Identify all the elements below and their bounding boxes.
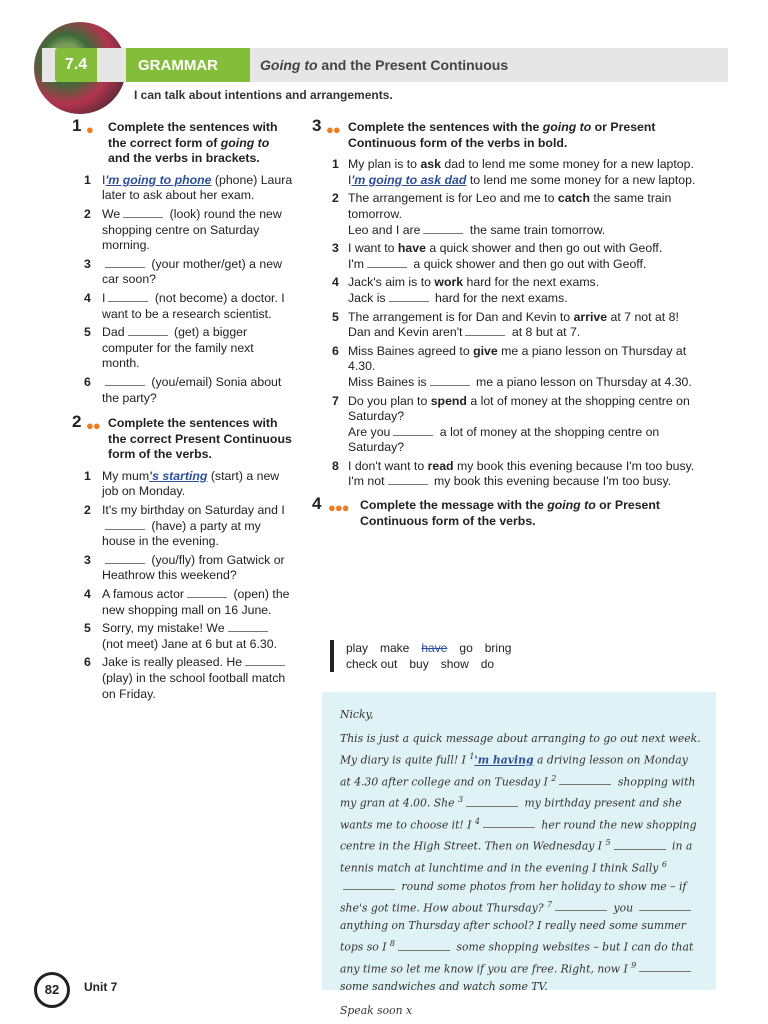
item-number: 3 [332,241,339,256]
item-text: Sorry, my mistake! We [102,621,225,636]
ex3-item [312,241,712,272]
gap-5[interactable] [614,839,666,850]
item-text: I [102,290,106,305]
gap-6[interactable] [343,879,395,890]
ex1-item [72,173,294,204]
bold-verb: work [434,275,464,290]
answer-gap[interactable] [108,291,148,302]
item-text: Jake is really pleased. He [102,655,243,670]
ex2-item [72,503,294,550]
item-number: 4 [84,587,91,602]
answer-gap[interactable] [367,257,407,268]
ex3-item [312,344,712,391]
item-text: (you/email) Sonia about the party? [102,374,282,405]
difficulty-dots-icon: ● [86,122,93,137]
bold-verb: ask [420,157,441,172]
answer-gap[interactable] [423,223,463,234]
left-column [72,116,294,705]
gap-8[interactable] [398,940,450,951]
answer-gap[interactable] [105,257,145,268]
rewrite-sentence: I'm going to ask dad to lend me some money for a new laptop. [348,172,696,187]
word-option: bring [484,641,512,655]
original-sentence: Do you plan to spend a lot of money at the shopping centre on Saturday? [348,393,690,424]
item-text: (play) in the school football match on Friday. [102,671,286,701]
item-number: 2 [332,191,339,206]
ex3-item [312,157,712,188]
item-text: Dad [102,325,125,340]
rewrite-sentence: Dan and Kevin aren't at 8 but at 7. [348,325,581,340]
item-text: My mum [102,468,150,483]
ex3-item [312,275,712,306]
gap-7b[interactable] [639,900,691,911]
ex3-item [312,310,712,341]
answer-gap[interactable] [228,621,268,632]
answer-gap[interactable] [465,325,505,336]
bold-verb: give [473,343,498,358]
item-text: (not meet) Jane at 6 but at 6.30. [102,636,277,651]
gap-4[interactable] [483,817,535,828]
item-number: 7 [332,393,339,408]
rewrite-sentence: Are you a lot of money at the shopping centre on Saturday? [348,424,660,455]
word-option: do [480,657,495,671]
difficulty-dots-icon: ●● [86,418,100,434]
item-number: 1 [84,172,91,187]
ex1-item [72,207,294,254]
item-number: 4 [84,290,91,305]
item-text: (get) a bigger computer for the family next month. [102,325,254,371]
item-number: 5 [84,325,91,340]
word-option: check out [346,657,398,671]
bold-verb: catch [557,191,590,206]
rewrite-sentence: Miss Baines is me a piano lesson on Thursday at 4.30. [348,374,692,389]
gap-9[interactable] [639,961,691,972]
bold-verb: arrive [573,309,608,324]
gap-7a[interactable] [555,900,607,911]
message-body: This is just a quick message about arranging to go out next week. My diary is quite full! I $^1$'m having a driving lesson on Monday at 4.30 after college and on Tuesday I $^2$ shopping with my gran at 4.00. She $^3$ my birthday present and she wants me to choose it! I $^4$ her round the new shopping centre in the High Street. Then on Wednesday I $^5$ in a tennis match at lunchtime and in the evening I think Sally $^6$ round some photos from her holiday to show me – if she's got time. How about Thursday? $^7$ you anything on Thursday after school? I really need some summer tops so I $^8$ some shopping websites – but I can do that any time so let me know if you are free. Right, now I $^9$ some sandwiches and watch some TV. [340,732,701,994]
rewrite-sentence: Leo and I are the same train tomorrow. [348,222,606,237]
ex2-item [72,553,294,584]
word-option: make [380,641,410,655]
header-title: Going to and the Present Continuous [260,57,509,73]
page-number: 82 [34,972,70,1008]
gap-2[interactable] [559,774,611,785]
answer-gap[interactable] [128,325,168,336]
answer-gap[interactable] [388,474,428,485]
item-text: A famous actor [102,587,185,602]
item-text: (have) a party at my house in the evening. [102,518,261,549]
ex3-item [312,394,712,456]
message-signoff: Speak soon x [340,1004,413,1018]
item-number: 3 [84,256,91,271]
lesson-number: 7.4 [55,48,97,82]
item-text: (not become) a doctor. I want to be a research scientist. [102,290,285,321]
item-number: 6 [332,343,339,358]
word-option: show [440,657,469,671]
item-number: 8 [332,458,339,473]
item-text: It's my birthday on Saturday and I [102,503,285,518]
original-sentence: My plan is to ask dad to lend me some money for a new laptop. [348,157,694,172]
ex2-item [72,587,294,618]
bold-verb: have [397,241,426,256]
grammar-tag: GRAMMAR [126,48,250,82]
original-sentence: I don't want to read my book this evening because I'm too busy. [348,458,695,473]
rewrite-sentence: Jack is hard for the next exams. [348,290,568,305]
difficulty-dots-icon: ●●● [328,500,349,516]
item-number: 5 [84,621,91,636]
answer-gap[interactable] [123,207,163,218]
original-sentence: Jack's aim is to work hard for the next exams. [348,275,600,290]
answer-gap[interactable] [105,553,145,564]
word-option: buy [409,657,429,671]
item-text: (you/fly) from Gatwick or Heathrow this weekend? [102,552,285,583]
exercise-4-heading: 4 ●●● Complete the message with the going to or Present Continuous form of the verbs. [312,494,660,528]
item-text: I [102,172,106,187]
item-text: (phone) Laura later to ask about her exam. [102,172,293,203]
ex1-item [72,325,294,372]
ex3-item [312,459,712,490]
answer-gap[interactable] [187,587,227,598]
item-number: 5 [332,309,339,324]
ex1-item [72,375,294,406]
item-text: (look) round the new shopping centre on Saturday morning. [102,206,282,253]
ex1-item [72,257,294,288]
item-number: 1 [332,157,339,172]
exercise-3-heading: 3 ●● Complete the sentences with the going to or Present Continuous form of the verbs in bold. [312,116,656,150]
original-sentence: The arrangement is for Leo and me to catch the same train tomorrow. [348,191,672,221]
item-number: 3 [84,552,91,567]
answer-gap[interactable] [393,425,433,436]
original-sentence: Miss Baines agreed to give me a piano lesson on Thursday at 4.30. [348,343,687,374]
ex3-item [312,191,712,238]
original-sentence: I want to have a quick shower and then go out with Geoff. [348,241,663,256]
item-text: We [102,206,121,221]
answer-gap[interactable] [105,519,145,530]
message-greeting: Nicky, [340,708,374,721]
item-number: 6 [84,655,91,670]
rewrite-sentence: I'm a quick shower and then go out with Geoff. [348,256,647,271]
item-number: 1 [84,468,91,483]
example-answer: 's starting [149,468,208,483]
item-text: (start) a new job on Monday. [102,468,280,499]
bold-verb: read [427,458,454,473]
word-option: have [421,641,448,655]
bold-verb: spend [430,393,467,408]
ex2-item [72,469,294,500]
item-number: 2 [84,206,91,221]
ex1-item [72,291,294,322]
example-answer: 'm going to ask dad [351,172,467,187]
unit-label: Unit 7 [84,980,118,994]
ex2-item [72,655,294,702]
answer-gap[interactable] [430,375,470,386]
gap-3[interactable] [466,796,518,807]
answer-gap[interactable] [245,655,285,666]
message-box [322,692,716,1018]
ex2-item [72,621,294,652]
original-sentence: The arrangement is for Dan and Kevin to arrive at 7 not at 8! [348,309,679,324]
item-number: 2 [84,503,91,518]
word-option: play [346,641,369,655]
lesson-subtitle: I can talk about intentions and arrangements. [134,88,393,102]
exercise-2-heading: 2 ●● Complete the sentences with the correct Present Continuous form of the verbs. [72,412,292,462]
item-number: 6 [84,374,91,389]
item-text: (your mother/get) a new car soon? [102,256,282,287]
example-answer: 'm going to phone [105,172,212,187]
word-option: go [459,641,473,655]
item-number: 4 [332,275,339,290]
answer-gap[interactable] [105,375,145,386]
word-box [330,640,523,672]
right-column [312,116,712,535]
difficulty-dots-icon: ●● [326,122,340,137]
item-text: (open) the new shopping mall on 16 June. [102,587,290,617]
rewrite-sentence: I'm not my book this evening because I'm too busy. [348,474,672,489]
exercise-1-heading: 1 ● Complete the sentences with the correct form of going to and the verbs in brackets. [72,116,278,166]
answer-gap[interactable] [389,291,429,302]
